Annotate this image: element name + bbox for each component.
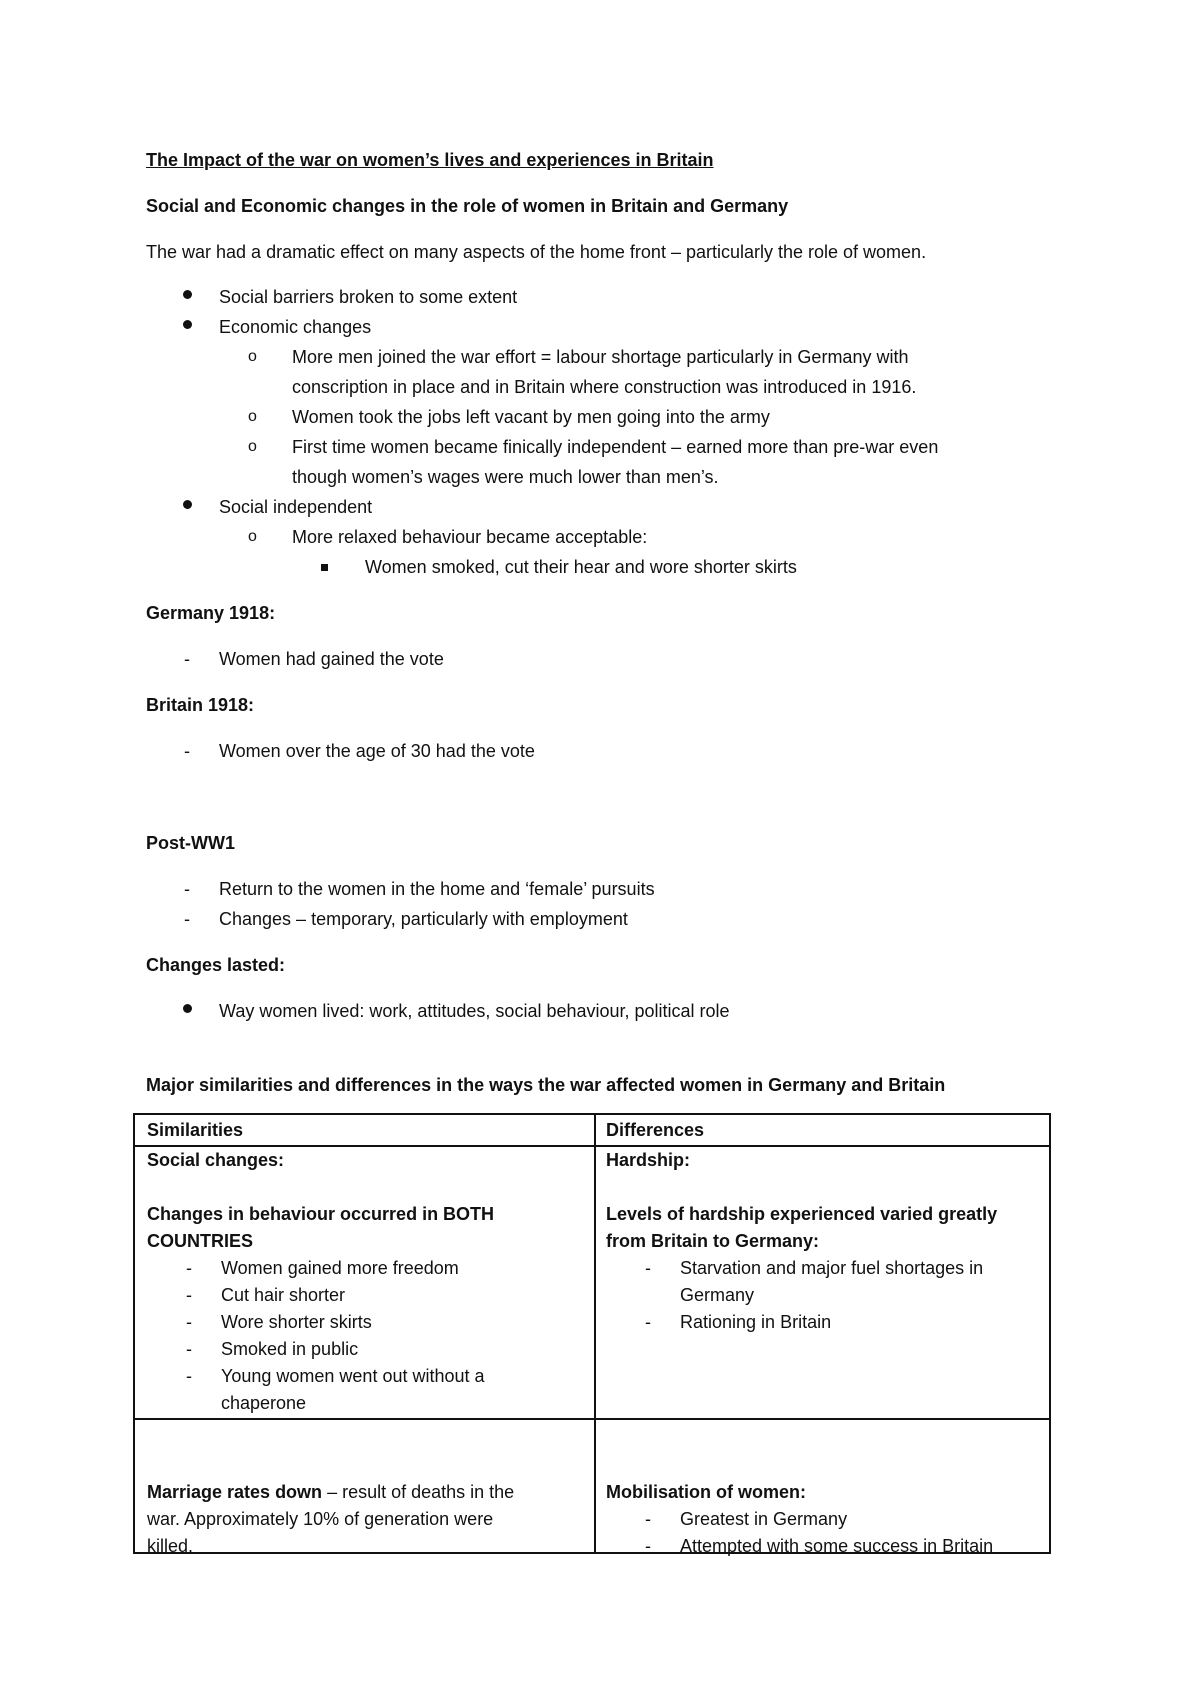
dash-bullet-icon: - — [645, 1258, 651, 1278]
document-title: The Impact of the war on women’s lives and experiences in Britain — [146, 150, 714, 170]
section-heading: Post-WW1 — [146, 833, 235, 853]
cell-bold-text: COUNTRIES — [147, 1231, 254, 1251]
list-item: Young women went out without a — [221, 1366, 485, 1386]
list-item: Women took the jobs left vacant by men going into the army — [292, 407, 770, 427]
dash-bullet-icon: - — [184, 649, 190, 669]
dash-bullet-icon: - — [186, 1285, 192, 1305]
list-item: Attempted with some success in Britain — [680, 1536, 994, 1556]
cell-label: Hardship: — [606, 1150, 691, 1170]
table-heading: Major similarities and differences in the ways the war affected women in Germany and Britain — [146, 1075, 946, 1095]
list-item: Economic changes — [219, 317, 372, 337]
list-item: Starvation and major fuel shortages in — [680, 1258, 984, 1278]
list-item-continuation: chaperone — [221, 1393, 307, 1413]
section-heading: Social and Economic changes in the role of women in Britain and Germany — [146, 196, 789, 216]
bullet-circle-icon: o — [248, 438, 257, 455]
dash-bullet-icon: - — [184, 879, 190, 899]
cell-text-rest: – result of deaths in the — [322, 1482, 515, 1502]
cell-label: Social changes: — [147, 1150, 285, 1170]
column-header-differences: Differences — [606, 1120, 705, 1140]
list-item: Way women lived: work, attitudes, social behaviour, political role — [219, 1001, 730, 1021]
list-item: Changes – temporary, particularly with employment — [219, 909, 628, 929]
bullet-circle-icon: o — [248, 528, 257, 545]
cell-bold-text: Levels of hardship experienced varied greatly — [606, 1204, 998, 1224]
dash-bullet-icon: - — [645, 1312, 651, 1332]
table-divider — [594, 1115, 596, 1552]
dash-bullet-icon: - — [186, 1258, 192, 1278]
list-item: Return to the women in the home and ‘female’ pursuits — [219, 879, 655, 899]
list-item-continuation: Germany — [680, 1285, 755, 1305]
list-item: First time women became finically independent – earned more than pre-war even — [292, 437, 939, 457]
table-divider — [135, 1418, 1049, 1420]
dash-bullet-icon: - — [186, 1339, 192, 1359]
dash-bullet-icon: - — [184, 909, 190, 929]
column-header-similarities: Similarities — [147, 1120, 244, 1140]
cell-text — [147, 1479, 514, 1506]
section-heading: Changes lasted: — [146, 955, 286, 975]
bullet-dot-icon — [183, 500, 192, 509]
cell-bold-text: Marriage rates down — [147, 1482, 323, 1502]
list-item: Wore shorter skirts — [221, 1312, 372, 1332]
list-item: Rationing in Britain — [680, 1312, 832, 1332]
bullet-dot-icon — [183, 320, 192, 329]
list-item: Women had gained the vote — [219, 649, 444, 669]
list-item: More men joined the war effort = labour shortage particularly in Germany with — [292, 347, 909, 367]
list-item: Social barriers broken to some extent — [219, 287, 518, 307]
cell-label: Mobilisation of women: — [606, 1482, 806, 1502]
dash-bullet-icon: - — [186, 1312, 192, 1332]
cell-bold-text: from Britain to Germany: — [606, 1231, 820, 1251]
dash-bullet-icon: - — [645, 1509, 651, 1529]
list-item: Women smoked, cut their hear and wore shorter skirts — [365, 557, 797, 577]
bullet-dot-icon — [183, 1004, 192, 1013]
list-item-continuation: conscription in place and in Britain where construction was introduced in 1916. — [292, 377, 917, 397]
dash-bullet-icon: - — [184, 741, 190, 761]
bullet-circle-icon: o — [248, 408, 257, 425]
section-heading: Germany 1918: — [146, 603, 276, 623]
list-item: More relaxed behaviour became acceptable: — [292, 527, 648, 547]
list-item: Women gained more freedom — [221, 1258, 459, 1278]
dash-bullet-icon: - — [186, 1366, 192, 1386]
bullet-square-icon — [321, 564, 328, 571]
list-item: Greatest in Germany — [680, 1509, 848, 1529]
cell-bold-text: Changes in behaviour occurred in BOTH — [147, 1204, 495, 1224]
list-item: Women over the age of 30 had the vote — [219, 741, 535, 761]
intro-paragraph: The war had a dramatic effect on many aspects of the home front – particularly the role of women. — [146, 242, 927, 262]
list-item: Social independent — [219, 497, 373, 517]
bullet-circle-icon: o — [248, 348, 257, 365]
list-item: Cut hair shorter — [221, 1285, 346, 1305]
list-item-continuation: though women’s wages were much lower than men’s. — [292, 467, 719, 487]
list-item: Smoked in public — [221, 1339, 359, 1359]
cell-text: killed. — [147, 1536, 194, 1556]
cell-text: war. Approximately 10% of generation were — [147, 1509, 494, 1529]
bullet-dot-icon — [183, 290, 192, 299]
section-heading: Britain 1918: — [146, 695, 255, 715]
dash-bullet-icon: - — [645, 1536, 651, 1556]
comparison-table — [133, 1113, 1051, 1554]
